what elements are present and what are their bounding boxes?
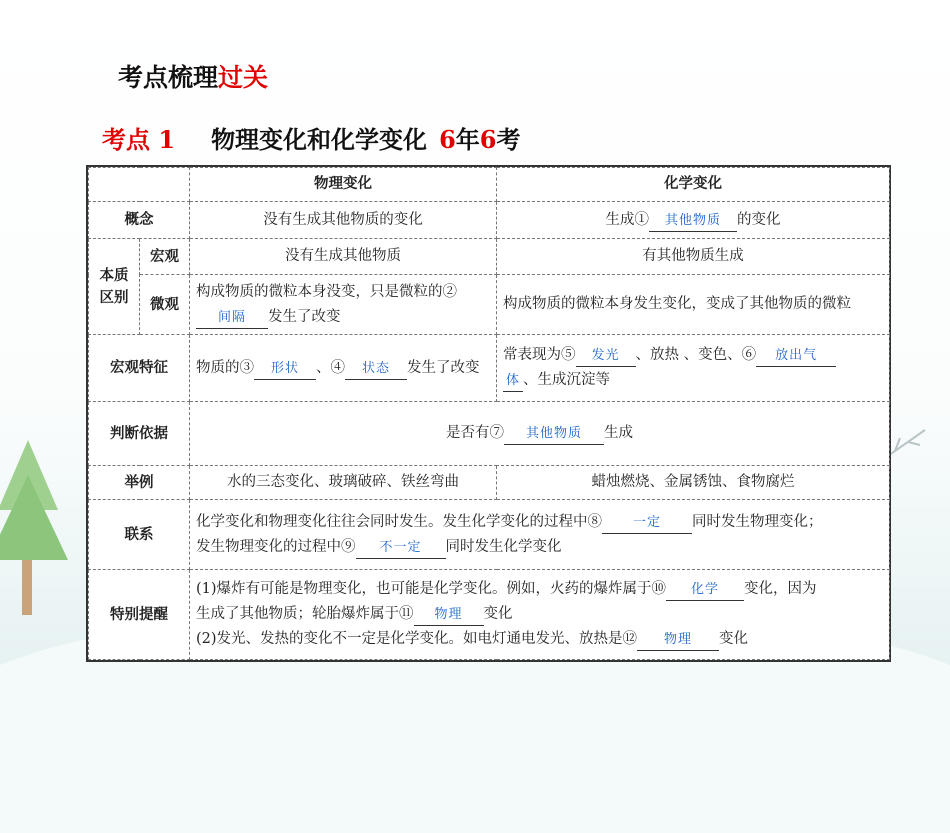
topic-exam-unit: 考 (496, 125, 521, 154)
table-row-example (89, 466, 890, 500)
cell-text: 变化，因为 (744, 581, 817, 597)
answer-blank-9: 不一定 (356, 538, 446, 559)
answer-blank-11: 物理 (414, 605, 484, 626)
table-row-relation (89, 500, 890, 570)
answer-blank-6-cont: 体 (503, 371, 523, 392)
cell-text: 本质区别 (99, 267, 129, 306)
cell-text: 是否有⑦ (446, 425, 504, 441)
row-label-micro: 微观 (140, 275, 190, 335)
row-label-example: 举例 (89, 466, 190, 500)
topic-exam-count: 6 (479, 125, 497, 154)
cell-text: 发生物理变化的过程中⑨ (196, 538, 356, 555)
table-row-judge (89, 402, 890, 466)
essence-macro-physical: 没有生成其他物质 (190, 239, 497, 275)
row-label-macro: 宏观 (140, 239, 190, 275)
concept-chemical (497, 202, 890, 239)
answer-blank-1: 其他物质 (649, 211, 737, 232)
table-header-row (89, 168, 890, 202)
cell-text: 生成了其他物质；轮胎爆炸属于⑪ (196, 606, 414, 622)
cell-text: 同时发生化学变化 (445, 538, 562, 555)
macro-feature-physical (190, 335, 497, 402)
christmas-tree-decoration (0, 440, 80, 620)
answer-blank-6: 放出气 (756, 346, 836, 367)
cell-text: 、放热 、变色、⑥ (635, 347, 757, 363)
topic-title: 物理变化和化学变化 (211, 125, 428, 154)
row-label-concept: 概念 (89, 202, 190, 239)
table-row-essence-macro (89, 239, 890, 275)
row-label-essence (89, 239, 140, 335)
essence-macro-chemical: 有其他物质生成 (497, 239, 890, 275)
topic-years-unit: 年 (455, 125, 480, 154)
answer-blank-2: 间隔 (196, 308, 268, 329)
header-chemical-change: 化学变化 (497, 168, 890, 202)
row-label-macro-feature: 宏观特征 (89, 335, 190, 402)
cell-text: 生成① (605, 211, 649, 228)
essence-micro-chemical: 构成物质的微粒本身发生变化，变成了其他物质的微粒 (497, 275, 890, 335)
cell-text: (2)发光、发热的变化不一定是化学变化。如电灯通电发光、放热是⑫ (196, 631, 638, 647)
cell-text: 的变化 (737, 211, 781, 228)
cell-text: 发生了改变 (268, 308, 341, 325)
cell-text: 常表现为⑤ (503, 347, 576, 363)
judge-content (190, 402, 890, 466)
reminder-content (190, 570, 890, 660)
cell-text: 发生了改变 (407, 359, 480, 376)
answer-blank-3: 形状 (254, 359, 316, 380)
answer-blank-4: 状态 (345, 359, 407, 380)
table-row-essence-micro (89, 275, 890, 335)
example-physical: 水的三态变化、玻璃破碎、铁丝弯曲 (190, 466, 497, 500)
topic-years-count: 6 (439, 125, 456, 154)
answer-blank-7: 其他物质 (504, 424, 604, 445)
cell-text: 生成 (604, 425, 633, 441)
concept-physical: 没有生成其他物质的变化 (190, 202, 497, 239)
table-row-reminder (89, 570, 890, 660)
cell-text: 化学变化和物理变化往往会同时发生。发生化学变化的过程中⑧ (196, 513, 602, 530)
answer-blank-12: 物理 (637, 630, 719, 651)
answer-blank-5: 发光 (576, 346, 636, 367)
cell-text: 变化 (719, 631, 749, 647)
heading-text: 考点梳理 (118, 63, 219, 92)
cell-text: 变化 (483, 606, 513, 622)
example-chemical: 蜡烛燃烧、金属锈蚀、食物腐烂 (497, 466, 890, 500)
cell-text: 、④ (316, 359, 345, 376)
corner-cell (89, 168, 190, 202)
table-row-macro-feature (89, 335, 890, 402)
heading-highlight: 过关 (218, 63, 269, 92)
cell-text: 构成物质的微粒本身没变，只是微粒的② (196, 283, 457, 300)
cell-text: 同时发生物理变化； (692, 513, 823, 530)
comparison-table (86, 165, 891, 662)
table-row-concept (89, 202, 890, 239)
cell-text: 物质的③ (196, 359, 254, 376)
answer-blank-8: 一定 (602, 513, 692, 534)
section-heading (118, 58, 268, 94)
essence-micro-physical (190, 275, 497, 335)
answer-blank-10: 化学 (666, 580, 744, 601)
relation-content (190, 500, 890, 570)
row-label-reminder: 特别提醒 (89, 570, 190, 660)
cell-text: 、生成沉淀等 (523, 372, 610, 388)
topic-label: 考点 1 (102, 125, 176, 154)
header-physical-change: 物理变化 (190, 168, 497, 202)
row-label-judge: 判断依据 (89, 402, 190, 466)
macro-feature-chemical (497, 335, 890, 402)
topic-heading (102, 120, 520, 155)
row-label-relation: 联系 (89, 500, 190, 570)
cell-text: (1)爆炸有可能是物理变化，也可能是化学变化。例如，火药的爆炸属于⑩ (196, 581, 667, 597)
